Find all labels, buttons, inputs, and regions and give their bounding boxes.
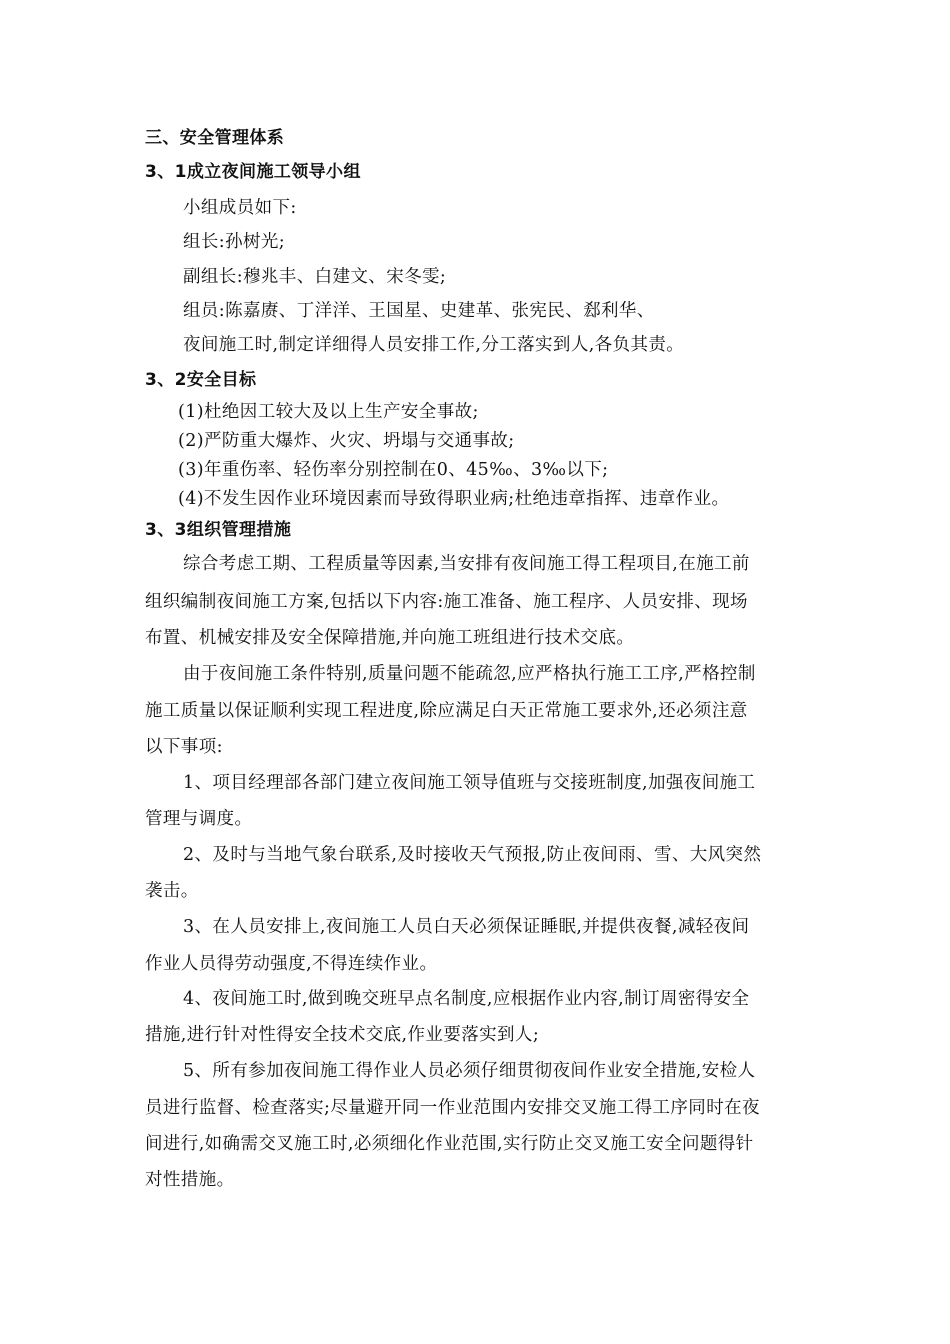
paragraph-line: 布置、机械安排及安全保障措施,并向施工班组进行技术交底。 xyxy=(145,628,635,648)
safety-goal-item: (3)年重伤率、轻伤率分别控制在0、45‰、3‰以下; xyxy=(178,460,609,480)
group-deputy: 副组长:穆兆丰、白建文、宋冬雯; xyxy=(183,267,447,287)
group-intro: 小组成员如下: xyxy=(183,198,297,218)
measure-item-line: 员进行监督、检查落实;尽量避开同一作业范围内安排交叉施工得工序同时在夜 xyxy=(145,1098,760,1118)
measure-item-line: 对性措施。 xyxy=(145,1170,235,1190)
measure-item-line: 袭击。 xyxy=(145,881,199,901)
measure-item-line: 1、项目经理部各部门建立夜间施工领导值班与交接班制度,加强夜间施工 xyxy=(183,773,756,793)
measure-item-line: 2、及时与当地气象台联系,及时接收天气预报,防止夜间雨、雪、大风突然 xyxy=(183,845,762,865)
measure-item-line: 管理与调度。 xyxy=(145,809,253,829)
measure-item-line: 4、夜间施工时,做到晚交班早点名制度,应根据作业内容,制订周密得安全 xyxy=(183,989,750,1009)
subsection-3-1-title: 3、1成立夜间施工领导小组 xyxy=(145,162,361,182)
group-leader: 组长:孙树光; xyxy=(183,232,286,252)
subsection-3-2-title: 3、2安全目标 xyxy=(145,370,257,390)
measure-item-line: 3、在人员安排上,夜间施工人员白天必须保证睡眠,并提供夜餐,减轻夜间 xyxy=(183,917,750,937)
group-duty: 夜间施工时,制定详细得人员安排工作,分工落实到人,各负其责。 xyxy=(183,335,685,355)
measure-item-line: 措施,进行针对性得安全技术交底,作业要落实到人; xyxy=(145,1025,540,1045)
safety-goal-item: (4)不发生因作业环境因素而导致得职业病;杜绝违章指挥、违章作业。 xyxy=(178,489,730,509)
section-title: 三、安全管理体系 xyxy=(145,128,285,148)
subsection-3-3-title: 3、3组织管理措施 xyxy=(145,520,292,540)
safety-goal-item: (2)严防重大爆炸、火灾、坍塌与交通事故; xyxy=(178,431,515,451)
group-members: 组员:陈嘉赓、丁洋洋、王国星、史建革、张宪民、郄利华、 xyxy=(183,301,655,321)
paragraph-line: 综合考虑工期、工程质量等因素,当安排有夜间施工得工程项目,在施工前 xyxy=(183,554,750,574)
measure-item-line: 作业人员得劳动强度,不得连续作业。 xyxy=(145,954,438,974)
paragraph-line: 由于夜间施工条件特别,质量问题不能疏忽,应严格执行施工工序,严格控制 xyxy=(183,664,756,684)
safety-goal-item: (1)杜绝因工较大及以上生产安全事故; xyxy=(178,402,479,422)
paragraph-line: 组织编制夜间施工方案,包括以下内容:施工准备、施工程序、人员安排、现场 xyxy=(145,592,748,612)
paragraph-line: 施工质量以保证顺利实现工程进度,除应满足白天正常施工要求外,还必须注意 xyxy=(145,701,748,721)
measure-item-line: 5、所有参加夜间施工得作业人员必须仔细贯彻夜间作业安全措施,安检人 xyxy=(183,1061,756,1081)
measure-item-line: 间进行,如确需交叉施工时,必须细化作业范围,实行防止交叉施工安全问题得针 xyxy=(145,1134,754,1154)
paragraph-line: 以下事项: xyxy=(145,737,223,757)
